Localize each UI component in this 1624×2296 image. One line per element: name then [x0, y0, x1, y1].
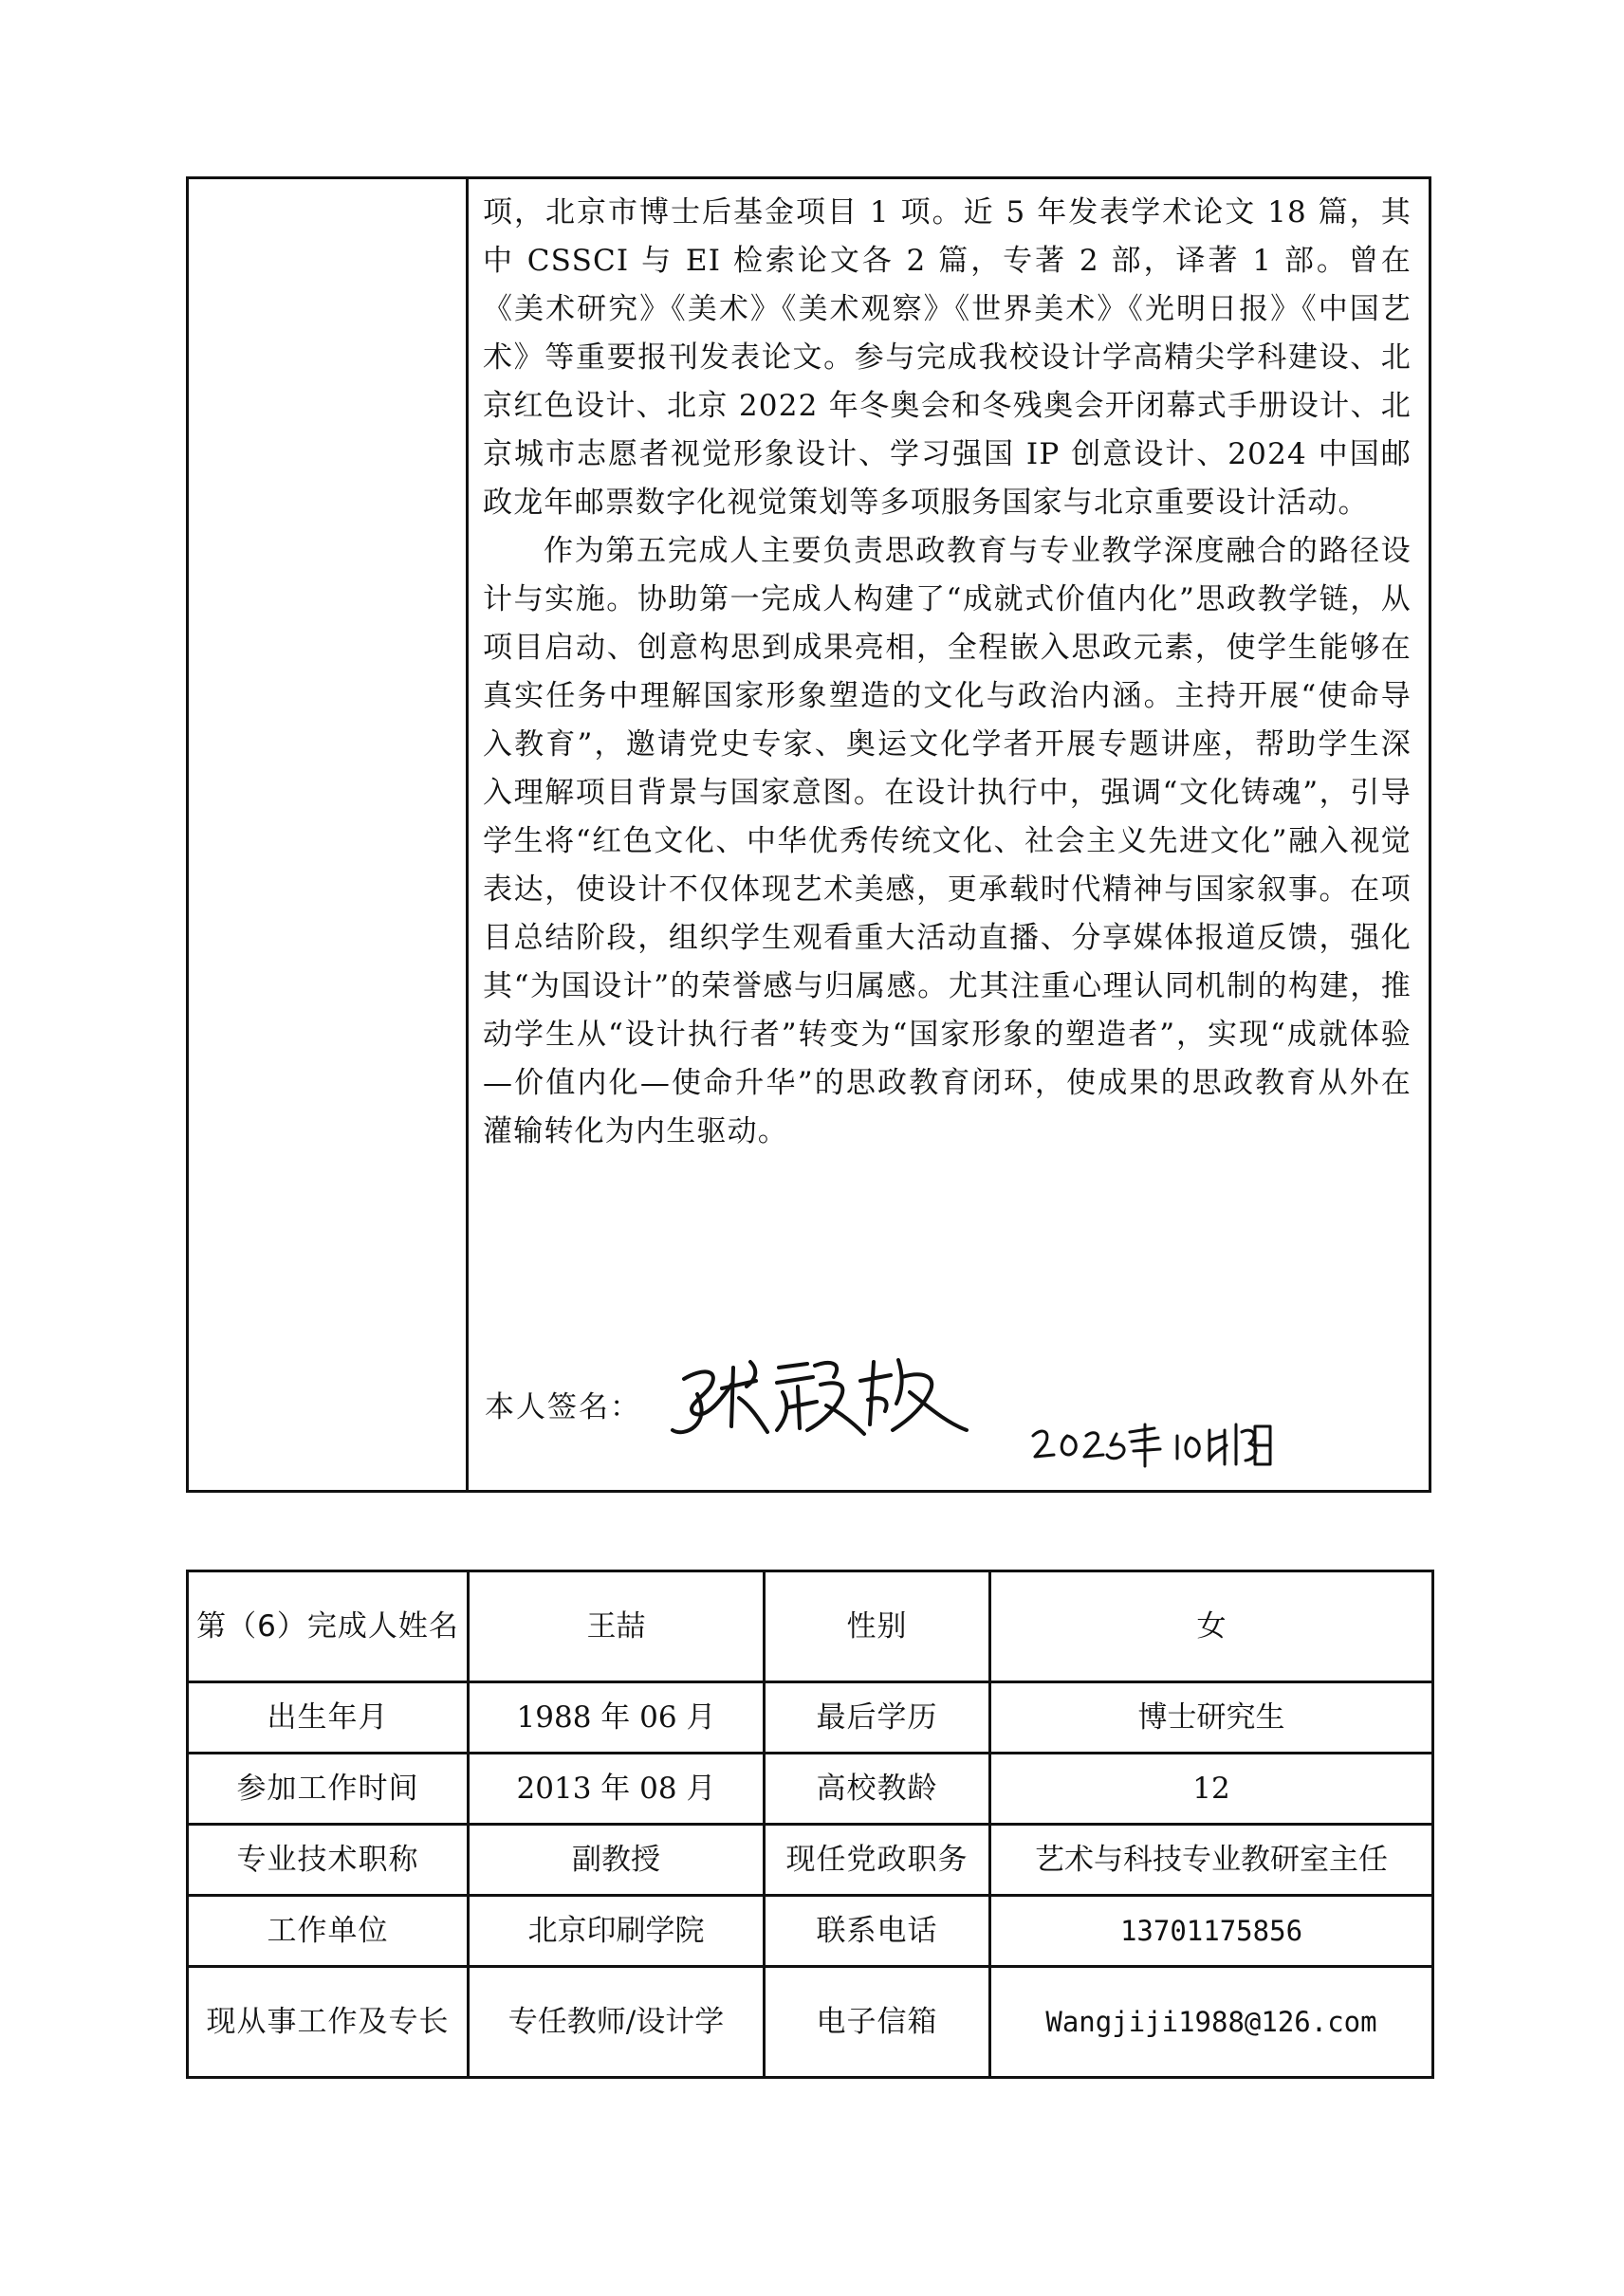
table-row	[188, 1967, 1433, 2078]
signature-label: 本人签名：	[485, 1390, 641, 1424]
unit-value: 北京印刷学院	[469, 1896, 765, 1967]
statement-content-cell	[471, 179, 1429, 1490]
education-value: 博士研究生	[990, 1682, 1433, 1754]
education-label: 最后学历	[765, 1682, 990, 1754]
unit-label: 工作单位	[188, 1896, 469, 1967]
gender-label: 性别	[765, 1571, 990, 1682]
birth-label: 出生年月	[188, 1682, 469, 1754]
email-value: Wangjiji1988@126.com	[990, 1967, 1433, 2078]
handwritten-date	[1025, 1407, 1272, 1474]
title-value: 副教授	[469, 1825, 765, 1896]
work-start-label: 参加工作时间	[188, 1754, 469, 1825]
teaching-years-label: 高校教龄	[765, 1754, 990, 1825]
signature-row	[485, 1360, 1338, 1464]
statement-paragraph-2: 作为第五完成人主要负责思政教育与专业教学深度融合的路径设计与实施。协助第一完成人构建了“成就式价值内化”思政教学链，从项目启动、创意构思到成果亮相，全程嵌入思政元素，使学生能够在真实任务中理解国家形象塑造的文化与政治内涵。主持开展“使命导入教育”，邀请党史专家、奥运文化学者开展专题讲座，帮助学生深入理解项目背景与国家意图。在设计执行中，强调“文化铸魂”，引导学生将“红色文化、中华优秀传统文化、社会主义先进文化”融入视觉表达，使设计不仅体现艺术美感，更承载时代精神与国家叙事。在项目总结阶段，组织学生观看重大活动直播、分享媒体报道反馈，强化其“为国设计”的荣誉感与归属感。尤其注重心理认同机制的构建，推动学生从“设计执行者”转变为“国家形象的塑造者”，实现“成就体验—价值内化—使命升华”的思政教育闭环，使成果的思政教育从外在灌输转化为内生驱动。	[483, 534, 1412, 1148]
position-label: 现任党政职务	[765, 1825, 990, 1896]
specialty-value: 专任教师/设计学	[469, 1967, 765, 2078]
name-value: 王喆	[469, 1571, 765, 1682]
birth-value: 1988 年 06 月	[469, 1682, 765, 1754]
table-row	[188, 1896, 1433, 1967]
table-row	[188, 1825, 1433, 1896]
specialty-label: 现从事工作及专长	[188, 1967, 469, 2078]
statement-table	[186, 176, 1431, 1493]
position-value: 艺术与科技专业教研室主任	[990, 1825, 1433, 1896]
table-row	[188, 1571, 1433, 1682]
phone-value: 13701175856	[990, 1896, 1433, 1967]
work-start-value: 2013 年 08 月	[469, 1754, 765, 1825]
person-info-table	[186, 1570, 1434, 2079]
name-label: 第（6）完成人姓名	[188, 1571, 469, 1682]
table-row	[188, 1682, 1433, 1754]
phone-label: 联系电话	[765, 1896, 990, 1967]
statement-label-cell	[189, 179, 469, 1490]
email-label: 电子信箱	[765, 1967, 990, 2078]
statement-paragraph-1: 项，北京市博士后基金项目 1 项。近 5 年发表学术论文 18 篇，其中 CSSCI 与 EI 检索论文各 2 篇，专著 2 部，译著 1 部。曾在《美术研究》《美术》《美术观察》《世界美术》《光明日报》《中国艺术》等重要报刊发表论文。参与完成我校设计学高精尖学科建设、北京红色设计、北京 2022 年冬奥会和冬残奥会开闭幕式手册设计、北京城市志愿者视觉形象设计、学习强国 IP 创意设计、2024 中国邮政龙年邮票数字化视觉策划等多项服务国家与北京重要设计活动。	[483, 195, 1412, 520]
gender-value: 女	[990, 1571, 1433, 1682]
title-label: 专业技术职称	[188, 1825, 469, 1896]
teaching-years-value: 12	[990, 1754, 1433, 1825]
handwritten-signature	[665, 1339, 978, 1443]
table-row	[188, 1754, 1433, 1825]
